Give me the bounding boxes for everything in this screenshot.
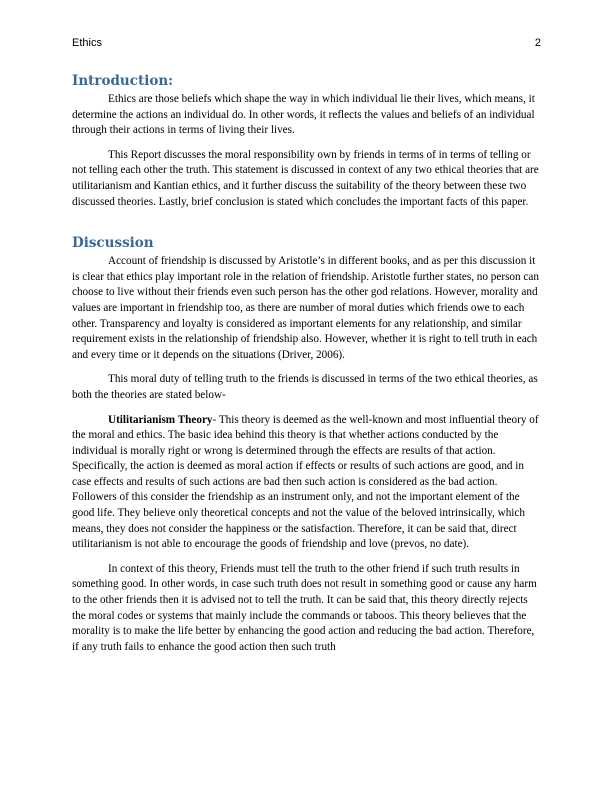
discussion-paragraph-3 [72, 413, 542, 553]
page-number: 2 [534, 37, 541, 49]
discussion-paragraph-2: This moral duty of telling truth to the friends is discussed in terms of the two ethical theories, as both the theories are stated below- [72, 373, 538, 401]
discussion-paragraph-4: In context of this theory, Friends must tell the truth to the other friend if such truth results in something good. In other words, in case such truth does not result in something good or cause any harm to the other friends then it is advised not to tell the truth. It can be said that, this theory directly rejects the moral codes or systems that mainly include the commands or taboos. This theory believes that the morality is to make the life better by enhancing the good action and reducing the bad action. Therefore, if any truth fails to enhance the good action then such truth [72, 562, 537, 653]
running-header-title: Ethics [72, 37, 102, 49]
utilitarianism-theory-term: Utilitarianism Theory [108, 413, 213, 426]
introduction-paragraph-1: Ethics are those beliefs which shape the way in which individual lie their lives, which means, it determine the actions an individual do. In other words, it reflects the values and beliefs of an individual through their actions in terms of living their lives. [72, 93, 535, 137]
introduction-heading: Introduction: [72, 73, 174, 89]
document-body [72, 72, 542, 655]
introduction-paragraph-2: This Report discusses the moral responsibility own by friends in terms of in terms of telling or not telling each other the truth. This statement is discussed in context of any two ethical theories that are utilitarianism and Kantian ethics, and it further discuss the suitability of the theory between these two discussed theories. Lastly, brief conclusion is stated which concludes the important facts of this paper. [72, 148, 539, 208]
discussion-paragraph-1: Account of friendship is discussed by Aristotle’s in different books, and as per this discussion it is clear that ethics play important role in the relation of friendship. Aristotle further states, no person can choose to live without their friends even such person has the other god relations. However, morality and values are important in friendship too, as there are number of moral duties which friends owe to each other. Transparency and loyalty is considered as important elements for any relationship, and similar requirement exists in the relationship of friendship also. However, whether it is right to tell truth in each and every time or it depends on the situations (Driver, 2006). [72, 255, 539, 361]
discussion-heading: Discussion [72, 235, 154, 252]
utilitarianism-theory-text: - This theory is deemed as the well-known and most influential theory of the moral and ethics. The basic idea behind this theory is that whether actions conducted by the individual is morally right or wrong is determined through the effects are results of that action. Specifically, the action is deemed as moral action if effects or results of such actions are good, and in case effects and results of such actions are bad then such action is considered as the bad action. Followers of this consider the friendship as an instrument only, and not the important element of the good life. They believe only theoretical concepts and not the value of the beloved intrinsically, which means, they does not consider the happiness or the satisfaction. Therefore, it can be said that, direct utilitarianism is not able to encourage the goods of friendship and love (prevos, no date). [72, 413, 539, 551]
